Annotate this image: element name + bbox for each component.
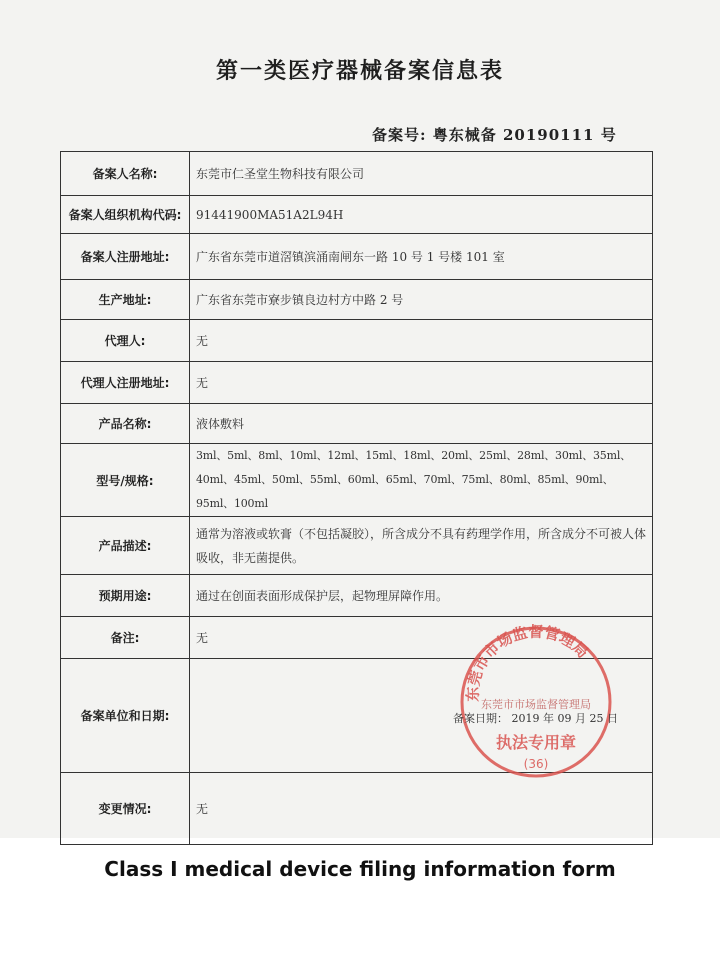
filing-number: 备案号: 粤东械备 20190111 号 [372,126,617,144]
row-value: 广东省东莞市寮步镇良边村方中路 2 号 [190,280,653,320]
table-row [61,404,653,444]
seal-usage-text: 执法专用章 [495,733,577,752]
row-label: 备案人名称: [61,152,190,196]
table-row [61,773,653,845]
row-label: 变更情况: [61,773,190,845]
table-row [61,444,653,517]
official-seal-stamp [456,622,616,782]
table-row [61,280,653,320]
row-label: 型号/规格: [61,444,190,517]
row-value: 东莞市仁圣堂生物科技有限公司 [190,152,653,196]
row-value: 无 [190,773,653,845]
row-value: 3ml、5ml、8ml、10ml、12ml、15ml、18ml、20ml、25ml、28ml、30ml、35ml、40ml、45ml、50ml、55ml、60ml、65ml、70ml、75ml、80ml、85ml、90ml、95ml、100ml [190,444,653,517]
row-value: 无 [190,320,653,362]
row-label: 备案单位和日期: [61,659,190,773]
form-title: 第一类医疗器械备案信息表 [215,58,504,84]
row-label: 备注: [61,617,190,659]
row-value: 无 [190,362,653,404]
row-value: 通过在创面表面形成保护层，起物理屏障作用。 [190,575,653,617]
row-value: 液体敷料 [190,404,653,444]
table-row [61,517,653,575]
seal-outer-text: 东莞市市场监督管理局 [463,622,592,702]
row-label: 代理人: [61,320,190,362]
table-row [61,362,653,404]
image-caption: Class I medical device filing information form [104,857,616,881]
table-row [61,575,653,617]
row-value: 通常为溶液或软膏（不包括凝胶），所含成分不具有药理学作用，所含成分不可被人体吸收，非无菌提供。 [190,517,653,575]
table-row [61,320,653,362]
row-value: 无 [190,617,653,659]
table-row [61,196,653,234]
table-row [61,152,653,196]
seal-number: (36) [523,757,549,771]
table-row [61,234,653,280]
filing-date: 备案日期： 2019 年 09 月 25 日 [453,712,618,725]
row-label: 产品描述: [61,517,190,575]
seal-inner-text: 东莞市市场监督管理局 [481,698,591,711]
row-label: 备案人注册地址: [61,234,190,280]
row-value: 广东省东莞市道滘镇滨涌南闸东一路 10 号 1 号楼 101 室 [190,234,653,280]
row-value: 91441900MA51A2L94H [190,196,653,234]
row-label: 产品名称: [61,404,190,444]
row-label: 预期用途: [61,575,190,617]
row-label: 生产地址: [61,280,190,320]
row-label: 代理人注册地址: [61,362,190,404]
row-label: 备案人组织机构代码: [61,196,190,234]
